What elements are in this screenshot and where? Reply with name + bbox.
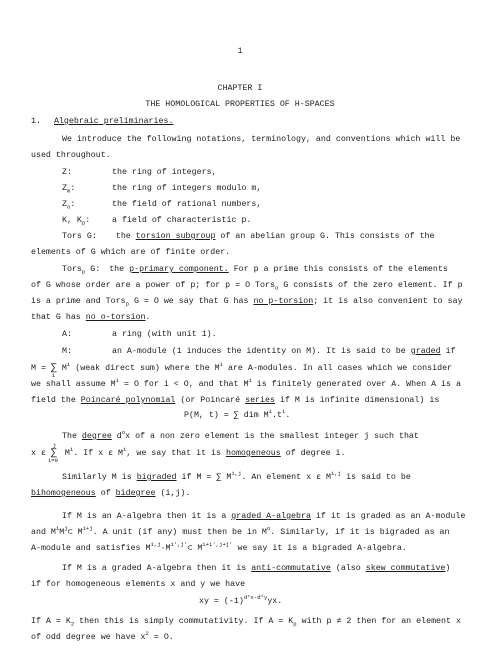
page-number: 1 xyxy=(237,47,243,56)
def-text: a ring (with unit 1). xyxy=(112,330,217,339)
anticomm-formula: xy = $(-1)^{d^\circ x\cdot d^\circ y}yx$. xyxy=(199,594,283,606)
term-series: series xyxy=(245,396,275,405)
anticomm-line-4: of odd degree we have $x^2 = O$. xyxy=(31,630,174,642)
torsp-line-4: that G has no o-torsion. xyxy=(31,313,151,322)
torsp-line-2: of G whose order are a power of p; for p = O Tors$_o$ G consists of the zero element. If p xyxy=(31,281,463,292)
term-bigraded: bigraded xyxy=(136,473,177,482)
def-text: the ring of integers modulo m, xyxy=(112,184,262,193)
term-bidegree: bidegree xyxy=(115,489,156,498)
anticomm-line-1: If M is a graded A-algebra then it is anti-commutative (also skew commutative) xyxy=(62,564,451,573)
def-integers-mod-m xyxy=(0,185,480,197)
term-torsion-subgroup: torsion subgroup xyxy=(135,232,216,241)
term-graded-a-algebra: graded A-algebra xyxy=(231,512,311,521)
torsp-line-1: Tors$_p$ G: the p-primary component. For p a prime this consists of the elements xyxy=(62,265,448,276)
degree-line-1: The degree $d^ox$ of a non zero element is the smallest integer j such that xyxy=(62,429,419,441)
def-label: $Z_m$: xyxy=(62,184,76,195)
intro-line-1: We introduce the following notations, terminology, and conventions which will be xyxy=(62,135,461,144)
chapter-heading: CHAPTER I xyxy=(217,84,263,93)
def-label: $Z_o$: xyxy=(62,200,76,211)
tors-line-2: elements of G which are of finite order. xyxy=(31,248,231,257)
def-field xyxy=(0,217,480,229)
torsp-line-3: is a prime and Tors$_p$ G = O we say that G has no p-torsion; it is also convenient to say xyxy=(31,297,463,308)
def-text: a field of characteristic p. xyxy=(112,216,252,225)
section-title: Algebraic preliminaries. xyxy=(53,117,174,126)
def-integers xyxy=(0,169,480,181)
bigraded-line-1: Similarly M is bigraded if M = ∑ M$^{i,j}$. An element x ε M$^{i,j}$ is said to be xyxy=(62,470,411,482)
def-text: the field of rational numbers, xyxy=(112,200,262,209)
def-label: A: xyxy=(62,330,72,339)
intro-line-2: used throughout. xyxy=(31,151,111,160)
def-label: M: xyxy=(62,347,72,356)
tors-line-1: Tors G: the torsion subgroup of an abelian group G. This consists of the xyxy=(62,232,435,241)
term-poincare-polynomial: Poincaré polynomial xyxy=(80,396,176,405)
section-heading xyxy=(31,118,173,126)
algebra-line-3: A-module and satisfies $M^{i,j}\cdot M^{i',j'}\subset$ $M^{i+i',j+j'}$ we say it is a bigraded A-algebra. xyxy=(31,541,407,553)
term-p-primary: p-primary component. xyxy=(129,265,229,274)
chapter-title: THE HOMOLOGICAL PROPERTIES OF H-SPACES xyxy=(145,100,335,109)
term-bihomogeneous: bihomogeneous xyxy=(31,489,96,498)
term-graded: graded xyxy=(410,347,441,356)
module-line-1: M: an A-module (1 induces the identity on M). It is said to be graded if xyxy=(62,347,456,356)
def-text: the ring of integers, xyxy=(112,168,217,177)
term-no-p-torsion: no p-torsion xyxy=(253,297,314,306)
module-line-2: M = ∑ i $M^i$ (weak direct sum) where the $M^i$ are A-modules. In all cases which we consider xyxy=(31,361,453,379)
algebra-line-2: and $M^iM^j\subset$ $M^{i+j}$. A unit (if any) must then be in $M^o$. Similarly, if it is bigraded as an xyxy=(31,525,450,537)
sum-symbol: ∑ xyxy=(50,448,57,459)
term-degree: degree xyxy=(81,432,112,441)
def-label: Z: xyxy=(62,168,72,177)
anticomm-line-3: If $A = K_2$ then this is simply commutativity. If $A = K_p$ with p ≠ 2 then for an element x xyxy=(31,617,461,628)
def-label: K, $K_p$: xyxy=(62,216,91,227)
def-rationals xyxy=(0,201,480,213)
term-skew-commutative: skew commutative xyxy=(365,564,446,573)
term-homogeneous: homogeneous xyxy=(226,449,281,458)
def-ring xyxy=(0,331,480,343)
sum-symbol: ∑ xyxy=(50,363,57,374)
bigraded-line-2: bihomogeneous of bidegree (i,j). xyxy=(31,489,191,498)
term-anti-commutative: anti-commutative xyxy=(251,564,331,573)
module-line-4: field the Poincaré polynomial (or Poincaré series if M is infinite dimensional) is xyxy=(31,396,440,405)
algebra-line-1: If M is an A-algebra then it is a graded A-algebra if it is graded as an A-module xyxy=(62,512,466,521)
degree-line-2: x ε j ∑ i=0 $M^i$. If x ε $M^i$, we say that it is homogeneous of degree i. xyxy=(31,442,346,464)
module-line-3: we shall assume $M^i = O$ for i < O, and that $M^i$ is finitely generated over A. When A is a xyxy=(31,377,461,389)
anticomm-line-2: if for homogeneous elements x and y we have xyxy=(31,580,246,589)
poincare-formula: P(M, t) = ∑ dim $M^i.t^i$. xyxy=(184,408,291,420)
term-no-o-torsion: no o-torsion xyxy=(85,313,146,322)
section-number: 1. xyxy=(31,117,41,126)
